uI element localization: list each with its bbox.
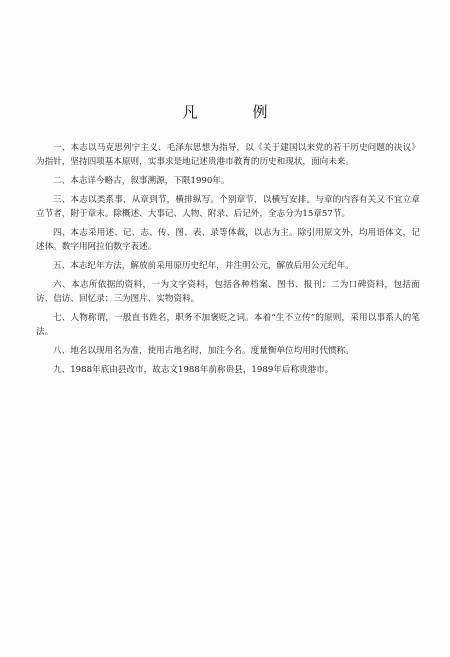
guideline-item-9: 九、1988年底由县改市，故志文1988年前称贵县，1989年后称贵港市。	[53, 364, 334, 375]
guideline-item-1: 一、本志以马克思列宁主义、毛泽东思想为指导，以《关于建国以来党的若干历史问题的决议》为指针，坚持四项基本原则，实事求是地记述贵港市教育的历史和现状，面向未来。	[36, 143, 420, 168]
guideline-item-3: 三、本志以类系事，从章到节，横排纵写。个别章节，以横写安排。与章的内容有关又不宜立章立节者，附于章末。除概述、大事记、人物、附录、后记外，全志分为15章57节。	[36, 194, 420, 220]
page-title: 凡 例	[182, 103, 288, 121]
guidelines-body	[36, 141, 420, 382]
guideline-item-2: 二、本志详今略古，叙事溯源，下限1990年。	[53, 176, 230, 187]
guideline-item-8: 八、地名以现用名为准，使用古地名时，加注今名。度量衡单位均用时代惯称。	[53, 346, 354, 357]
guideline-item-7: 七、人物称谓，一般直书姓名，职务不加褒贬之词。本着“生不立传”的原则，采用以事系人的笔法。	[36, 312, 420, 338]
guideline-item-6: 六、本志所依据的资料，一为文字资料，包括各种档案、图书、报刊；二为口碑资料，包括面访、信访、回忆录；三为图片、实物资料。	[36, 279, 420, 305]
guideline-item-5: 五、本志纪年方法，解放前采用原历史纪年，并注明公元，解放后用公元纪年。	[53, 261, 354, 272]
guideline-item-4: 四、本志采用述、记、志、传、图、表、录等体裁，以志为主。除引用原文外，均用语体文，记述体。数字用阿拉伯数字表述。	[36, 227, 420, 253]
